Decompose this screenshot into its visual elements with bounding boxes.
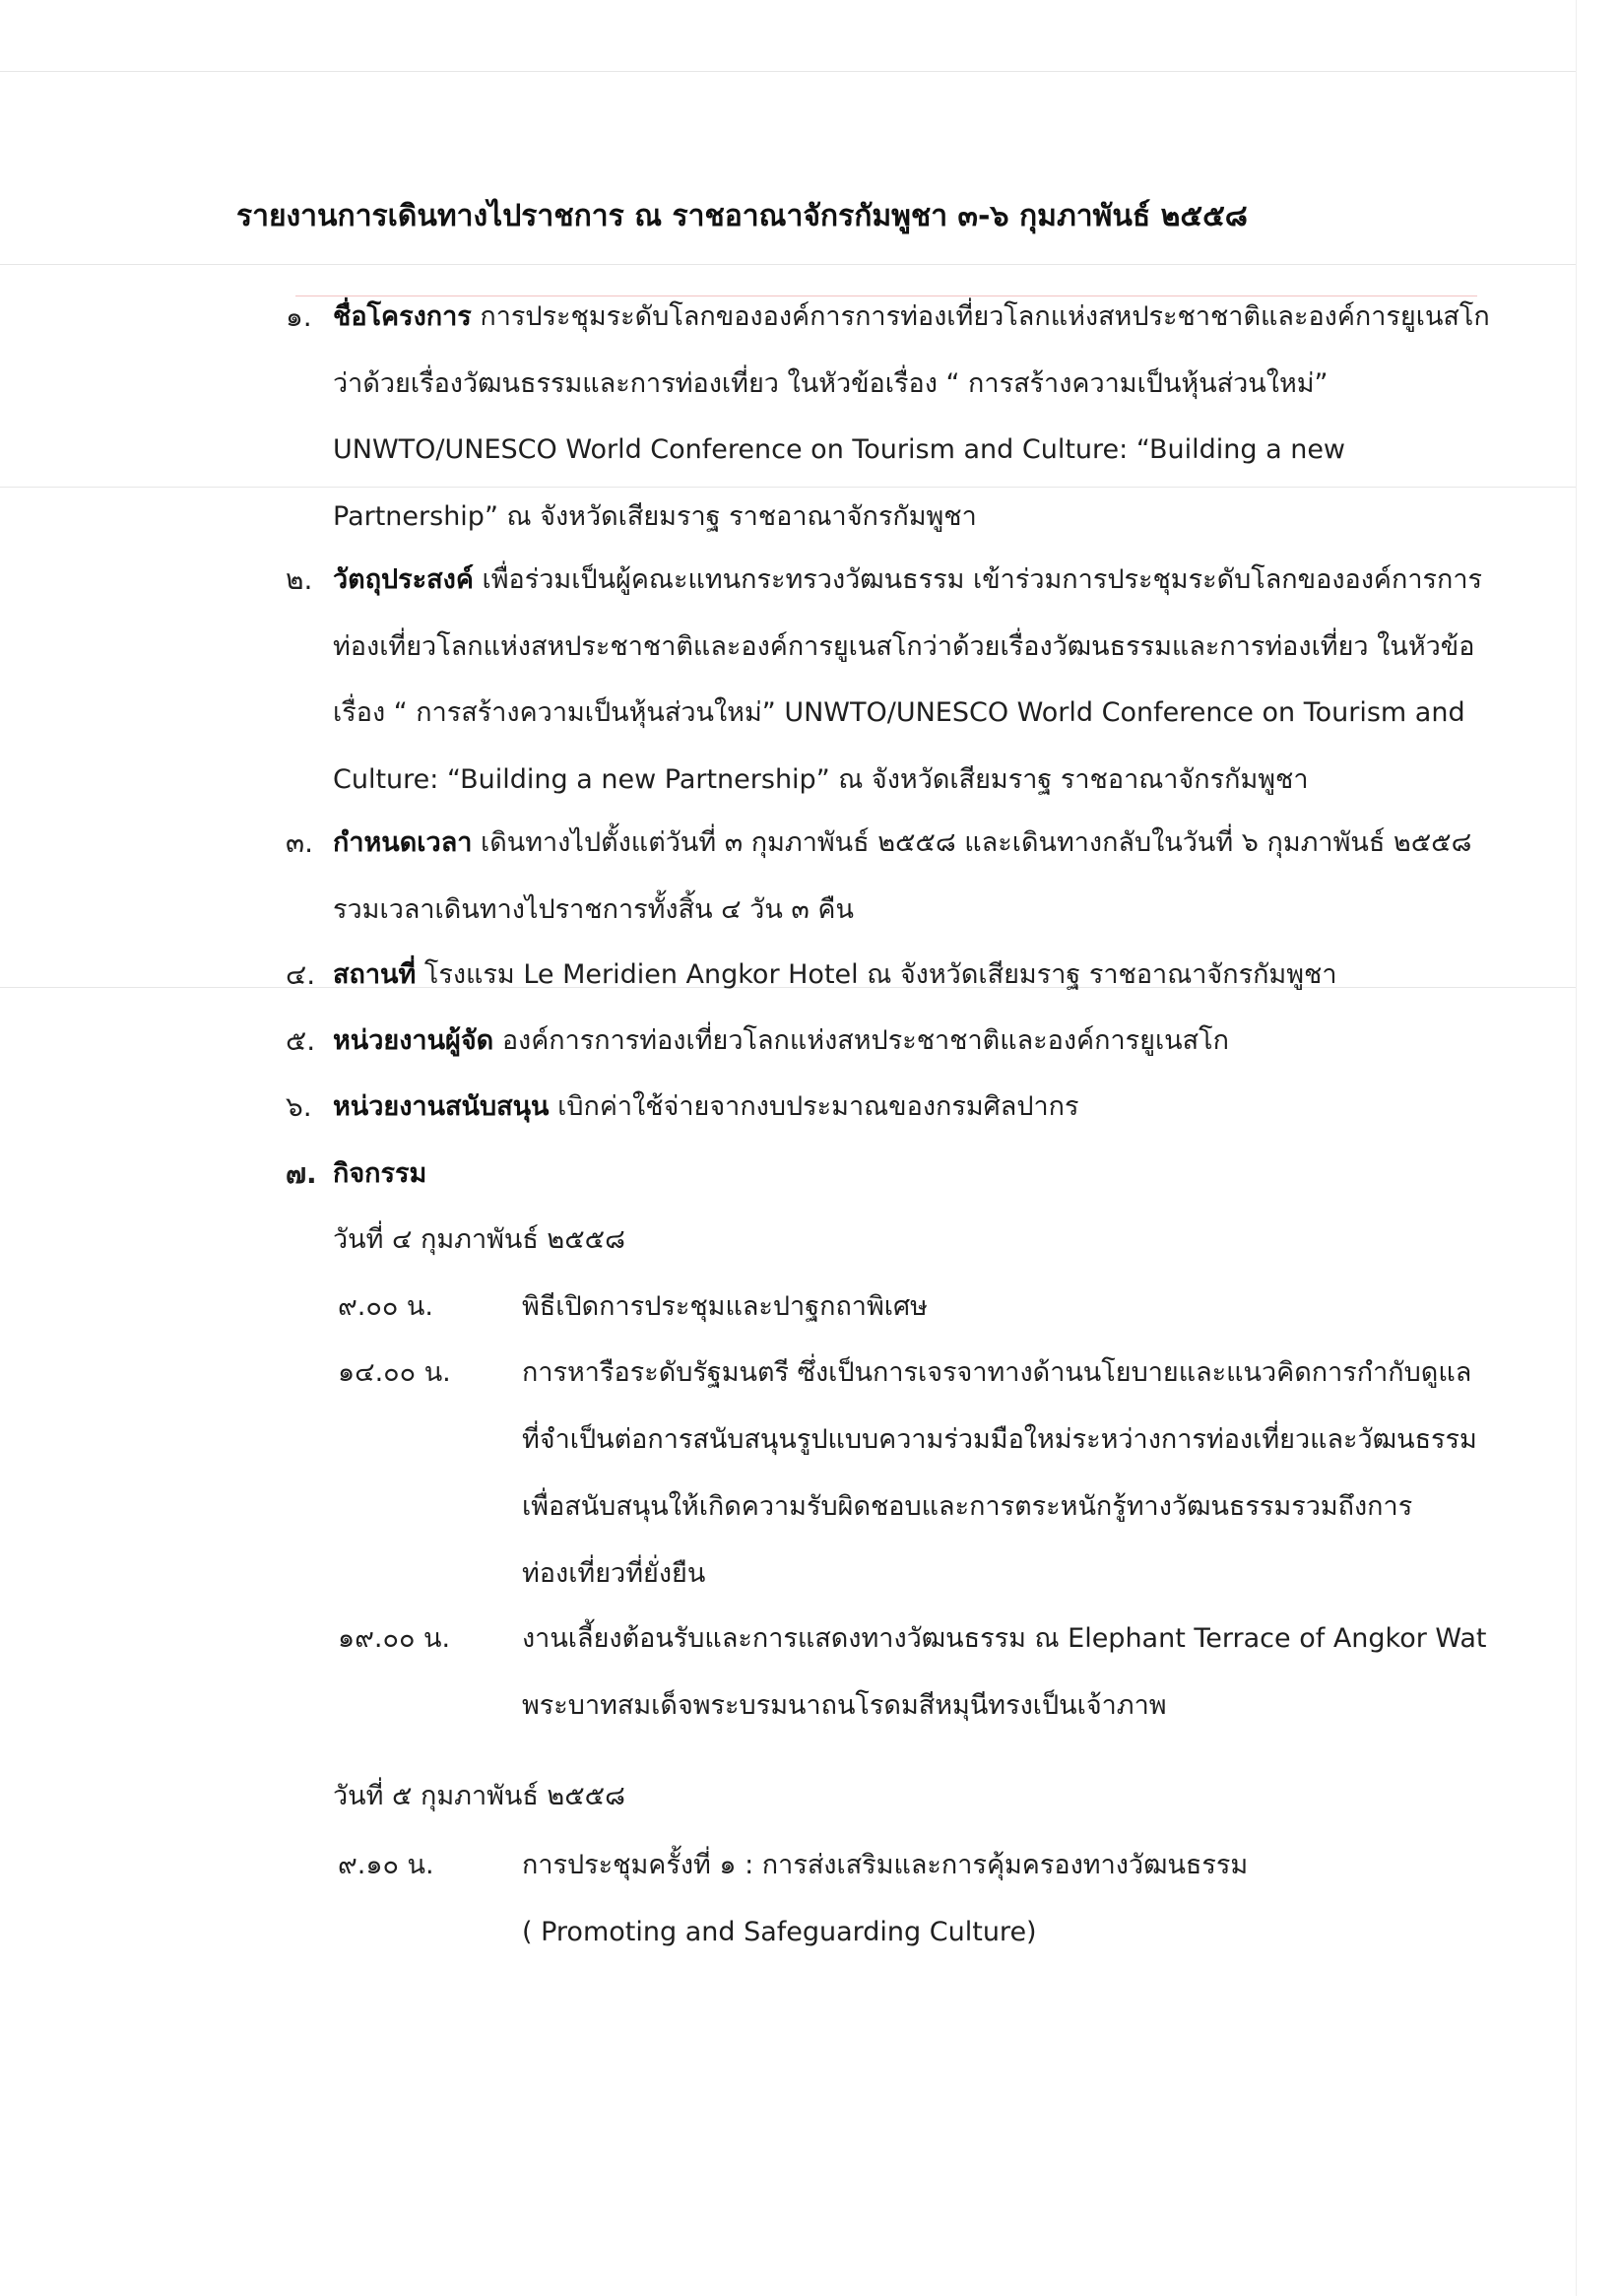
item-number: ๔. [286, 958, 316, 991]
day-label: วันที่ ๔ กุมภาพันธ์ ๒๕๕๘ [333, 1224, 625, 1255]
item-heading: กำหนดเวลา [333, 827, 473, 858]
schedule-line: งานเลี้ยงต้อนรับและการแสดงทางวัฒนธรรม ณ Elephant Terrace of Angkor Wat [522, 1623, 1487, 1654]
item-line: รวมเวลาเดินทางไปราชการทั้งสิ้น ๔ วัน ๓ คืน [333, 893, 854, 925]
item-number: ๗. [286, 1157, 317, 1190]
item-line: Partnership” ณ จังหวัดเสียมราฐ ราชอาณาจักรกัมพูชา [333, 500, 977, 532]
item-heading: สถานที่ [333, 959, 417, 990]
item-number: ๒. [286, 563, 313, 596]
item-heading: กิจกรรม [333, 1158, 427, 1189]
day-label: วันที่ ๕ กุมภาพันธ์ ๒๕๕๘ [333, 1781, 625, 1811]
schedule-description [522, 1606, 1487, 1739]
item-number: ๑. [286, 300, 312, 333]
item-body [333, 1141, 1485, 1208]
item-body [333, 810, 1485, 943]
scan-artifact-line [0, 71, 1576, 72]
item-line: Culture: “Building a new Partnership” ณ จังหวัดเสียมราฐ ราชอาณาจักรกัมพูชา [333, 763, 1309, 795]
schedule-line: การประชุมครั้งที่ ๑ : การส่งเสริมและการคุ้มครองทางวัฒนธรรม [522, 1850, 1249, 1880]
schedule-line: พระบาทสมเด็จพระบรมนาถนโรดมสีหมุนีทรงเป็นเจ้าภาพ [522, 1690, 1167, 1721]
item-line: หน่วยงานผู้จัด องค์การการท่องเที่ยวโลกแห่งสหประชาชาติและองค์การยูเนสโก [333, 1025, 1229, 1056]
schedule-description [522, 1340, 1487, 1607]
item-body [333, 942, 1485, 1009]
item-line: หน่วยงานสนับสนุน เบิกค่าใช้จ่ายจากงบประมาณของกรมศิลปากร [333, 1091, 1079, 1122]
schedule-time: ๙.๐๐ น. [338, 1291, 433, 1322]
schedule-line: ท่องเที่ยวที่ยั่งยืน [522, 1558, 706, 1589]
item-line: ว่าด้วยเรื่องวัฒนธรรมและการท่องเที่ยว ในหัวข้อเรื่อง “ การสร้างความเป็นหุ้นส่วนใหม่” [333, 367, 1329, 399]
item-line: กำหนดเวลา เดินทางไปตั้งแต่วันที่ ๓ กุมภาพันธ์ ๒๕๕๘ และเดินทางกลับในวันที่ ๖ กุมภาพันธ์ ๒๕๕๘ [333, 827, 1472, 858]
schedule-line: ที่จำเป็นต่อการสนับสนุนรูปแบบความร่วมมือใหม่ระหว่างการท่องเที่ยวและวัฒนธรรม [522, 1424, 1477, 1455]
item-number: ๓. [286, 826, 314, 859]
item-heading: วัตถุประสงค์ [333, 564, 474, 595]
item-line: UNWTO/UNESCO World Conference on Tourism and Culture: “Building a new [333, 434, 1346, 465]
schedule-time: ๑๔.๐๐ น. [338, 1357, 451, 1388]
item-number: ๕. [286, 1024, 316, 1057]
schedule-line: การหารือระดับรัฐมนตรี ซึ่งเป็นการเจรจาทางด้านนโยบายและแนวคิดการกำกับดูแล [522, 1357, 1472, 1388]
item-number: ๖. [286, 1090, 312, 1123]
item-body [333, 1008, 1485, 1075]
item-heading: หน่วยงานสนับสนุน [333, 1091, 550, 1122]
item-body [333, 1074, 1485, 1141]
schedule-description [522, 1274, 1487, 1341]
schedule-line: ( Promoting and Safeguarding Culture) [522, 1917, 1037, 1947]
item-line: วัตถุประสงค์ เพื่อร่วมเป็นผู้คณะแทนกระทรวงวัฒนธรรม เข้าร่วมการประชุมระดับโลกขององค์การการ [333, 564, 1482, 595]
item-heading: หน่วยงานผู้จัด [333, 1025, 494, 1056]
document-title: รายงานการเดินทางไปราชการ ณ ราชอาณาจักรกัมพูชา ๓-๖ กุมภาพันธ์ ๒๕๕๘ [236, 199, 1248, 233]
schedule-line: พิธีเปิดการประชุมและปาฐกถาพิเศษ [522, 1291, 928, 1322]
item-line: เรื่อง “ การสร้างความเป็นหุ้นส่วนใหม่” UNWTO/UNESCO World Conference on Tourism and [333, 697, 1465, 728]
item-heading: ชื่อโครงการ [333, 301, 472, 332]
item-line: สถานที่ โรงแรม Le Meridien Angkor Hotel ณ จังหวัดเสียมราฐ ราชอาณาจักรกัมพูชา [333, 959, 1337, 990]
item-line: ท่องเที่ยวโลกแห่งสหประชาชาติและองค์การยูเนสโกว่าด้วยเรื่องวัฒนธรรมและการท่องเที่ยว ในหัวข้อ [333, 630, 1475, 662]
scan-artifact-edge [1576, 0, 1577, 2296]
schedule-time: ๙.๑๐ น. [338, 1850, 434, 1880]
item-body [333, 284, 1490, 550]
schedule-description [522, 1832, 1487, 1966]
schedule-line: เพื่อสนับสนุนให้เกิดความรับผิดชอบและการตระหนักรู้ทางวัฒนธรรมรวมถึงการ [522, 1491, 1413, 1522]
item-line: ชื่อโครงการ การประชุมระดับโลกขององค์การการท่องเที่ยวโลกแห่งสหประชาชาติและองค์การยูเนสโก [333, 301, 1490, 332]
schedule-time: ๑๙.๐๐ น. [338, 1623, 451, 1654]
scan-artifact-line [0, 264, 1576, 265]
item-body [333, 547, 1485, 813]
